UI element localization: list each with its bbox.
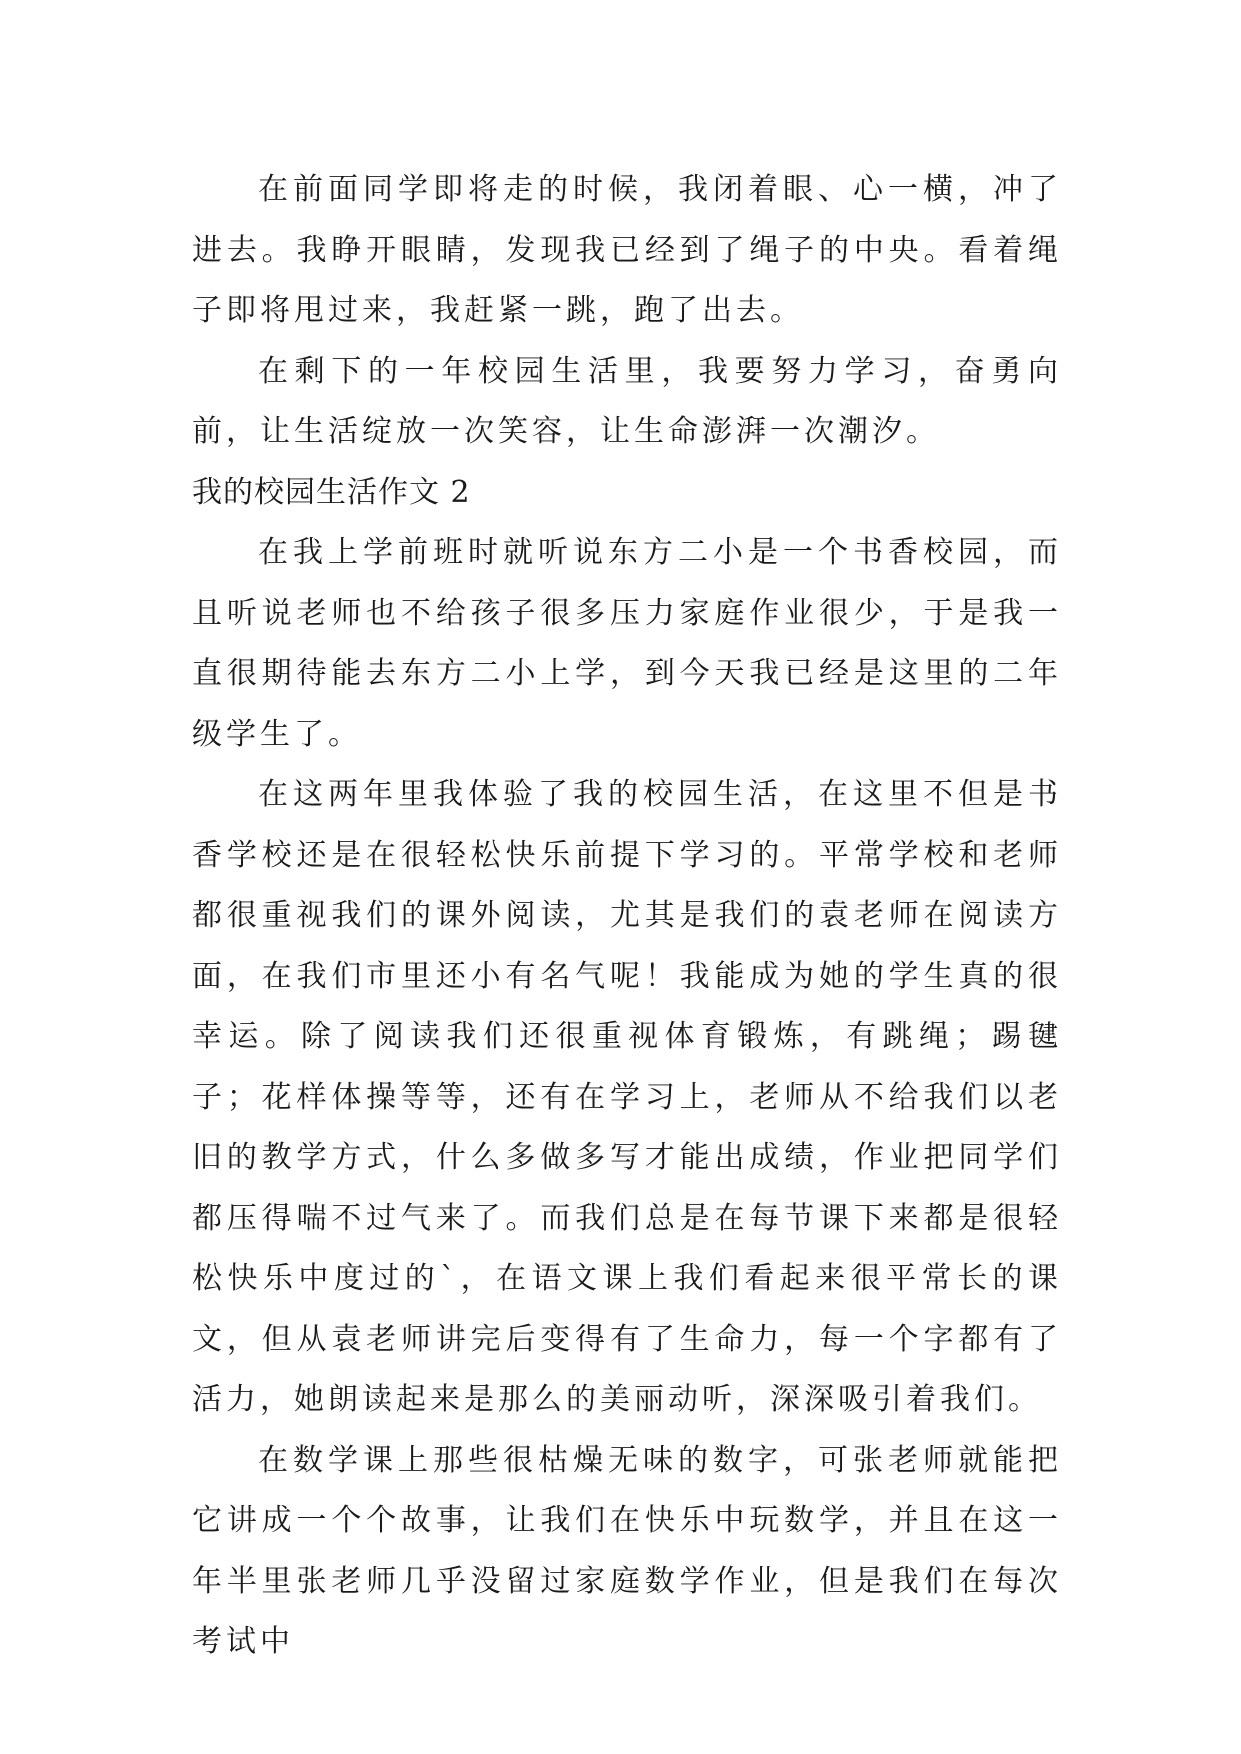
document-body	[192, 160, 1062, 1673]
paragraph-4: 在这两年里我体验了我的校园生活，在这里不但是书香学校还是在很轻松快乐前提下学习的。平常学校和老师都很重视我们的课外阅读，尤其是我们的袁老师在阅读方面，在我们市里还小有名气呢！我能成为她的学生真的很幸运。除了阅读我们还很重视体育锻炼，有跳绳；踢毽子；花样体操等等，还有在学习上，老师从不给我们以老旧的教学方式，什么多做多写才能出成绩，作业把同学们都压得喘不过气来了。而我们总是在每节课下来都是很轻松快乐中度过的`，在语文课上我们看起来很平常长的课文，但从袁老师讲完后变得有了生命力，每一个字都有了活力，她朗读起来是那么的美丽动听，深深吸引着我们。	[192, 777, 1062, 1417]
paragraph-3: 在我上学前班时就听说东方二小是一个书香校园，而且听说老师也不给孩子很多压力家庭作业很少，于是我一直很期待能去东方二小上学，到今天我已经是这里的二年级学生了。	[192, 535, 1062, 752]
section-heading: 我的校园生活作文 2	[192, 474, 471, 510]
paragraph-1: 在前面同学即将走的时候，我闭着眼、心一横，冲了进去。我睁开眼睛，发现我已经到了绳子的中央。看着绳子即将甩过来，我赶紧一跳，跑了出去。	[192, 172, 1062, 328]
paragraph-5: 在数学课上那些很枯燥无味的数字，可张老师就能把它讲成一个个故事，让我们在快乐中玩数学，并且在这一年半里张老师几乎没留过家庭数学作业，但是我们在每次考试中	[192, 1442, 1062, 1659]
paragraph-2: 在剩下的一年校园生活里，我要努力学习，奋勇向前，让生活绽放一次笑容，让生命澎湃一次潮汐。	[192, 353, 1062, 449]
